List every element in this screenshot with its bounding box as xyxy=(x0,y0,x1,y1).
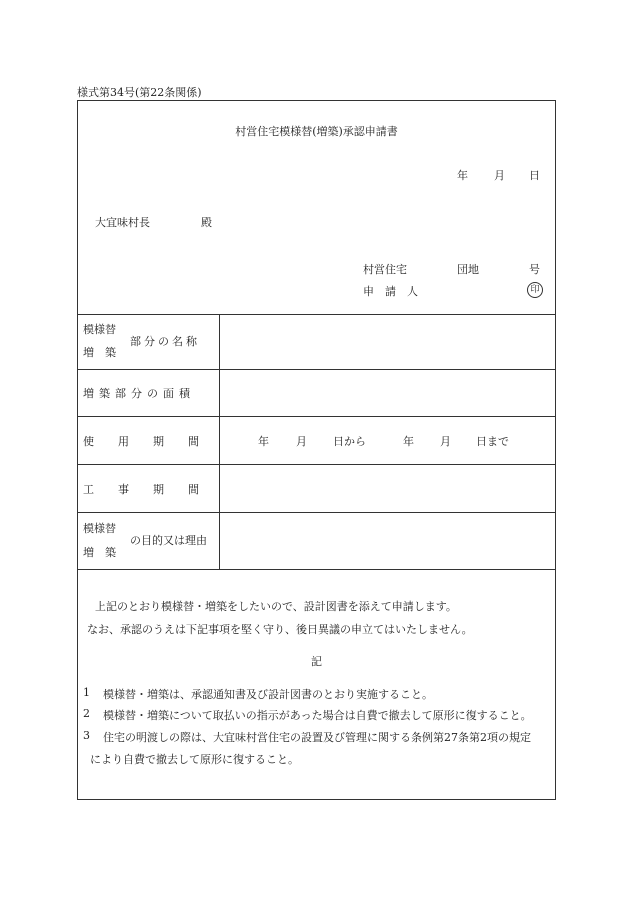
condition-3-continued: により自費で撤去して原形に復すること。 xyxy=(90,753,299,766)
statement-line-2: なお、承認のうえは下記事項を堅く守り、後日異議の申立てはいたしません。 xyxy=(87,623,473,636)
condition-3-num: 3 xyxy=(83,729,90,742)
condition-2-text: 模様替・増築について取払いの指示があった場合は自費で撤去して原形に復すること。 xyxy=(103,709,532,722)
statement-line-1: 上記のとおり模様替・増築をしたいので、設計図書を添えて申請します。 xyxy=(95,600,457,613)
period-to-year: 年 xyxy=(403,435,414,448)
period-label: 使用期間 xyxy=(83,435,223,448)
purpose-label-top: 模様替 xyxy=(83,522,116,535)
condition-2-num: 2 xyxy=(83,707,90,720)
ki-heading: 記 xyxy=(311,655,322,668)
form-number: 様式第34号(第22条関係) xyxy=(77,86,202,99)
name-label-bottom: 増 築 xyxy=(83,346,116,359)
area-value-cell[interactable] xyxy=(220,370,556,416)
name-label-side: 部分の名称 xyxy=(130,335,200,348)
condition-3-text: 住宅の明渡しの際は、大宜味村営住宅の設置及び管理に関する条例第27条第2項の規定 xyxy=(103,731,531,744)
date-month: 月 xyxy=(494,169,505,182)
name-label-top: 模様替 xyxy=(83,323,116,336)
condition-1-text: 模様替・増築は、承認通知書及び設計図書のとおり実施すること。 xyxy=(103,688,433,701)
construction-label: 工事期間 xyxy=(83,483,223,496)
construction-value-cell[interactable] xyxy=(220,465,556,512)
housing-label: 村営住宅 xyxy=(363,263,407,276)
honorific: 殿 xyxy=(201,216,212,229)
name-value-cell[interactable] xyxy=(220,315,556,369)
area-label: 増築部分の面積 xyxy=(83,387,195,400)
addressee: 大宜味村長 xyxy=(95,216,150,229)
number-label: 号 xyxy=(529,263,540,276)
divider xyxy=(78,416,555,417)
applicant-label: 申 請 人 xyxy=(363,285,418,298)
date-year: 年 xyxy=(457,169,468,182)
complex-label: 団地 xyxy=(457,263,479,276)
condition-1-num: 1 xyxy=(83,686,90,699)
date-day: 日 xyxy=(529,169,540,182)
seal-icon: 印 xyxy=(527,282,543,298)
period-to-day: 日まで xyxy=(476,435,509,448)
purpose-label-bottom: 増 築 xyxy=(83,546,116,559)
purpose-label-side: の目的又は理由 xyxy=(130,534,207,547)
seal-mark xyxy=(527,282,543,298)
period-from-year: 年 xyxy=(258,435,269,448)
period-to-month: 月 xyxy=(440,435,451,448)
purpose-value-cell[interactable] xyxy=(220,513,556,569)
period-from-month: 月 xyxy=(296,435,307,448)
form-title: 村営住宅模様替(増築)承認申請書 xyxy=(235,125,398,138)
application-form xyxy=(77,100,556,800)
period-from-day: 日から xyxy=(333,435,366,448)
divider xyxy=(78,569,555,570)
